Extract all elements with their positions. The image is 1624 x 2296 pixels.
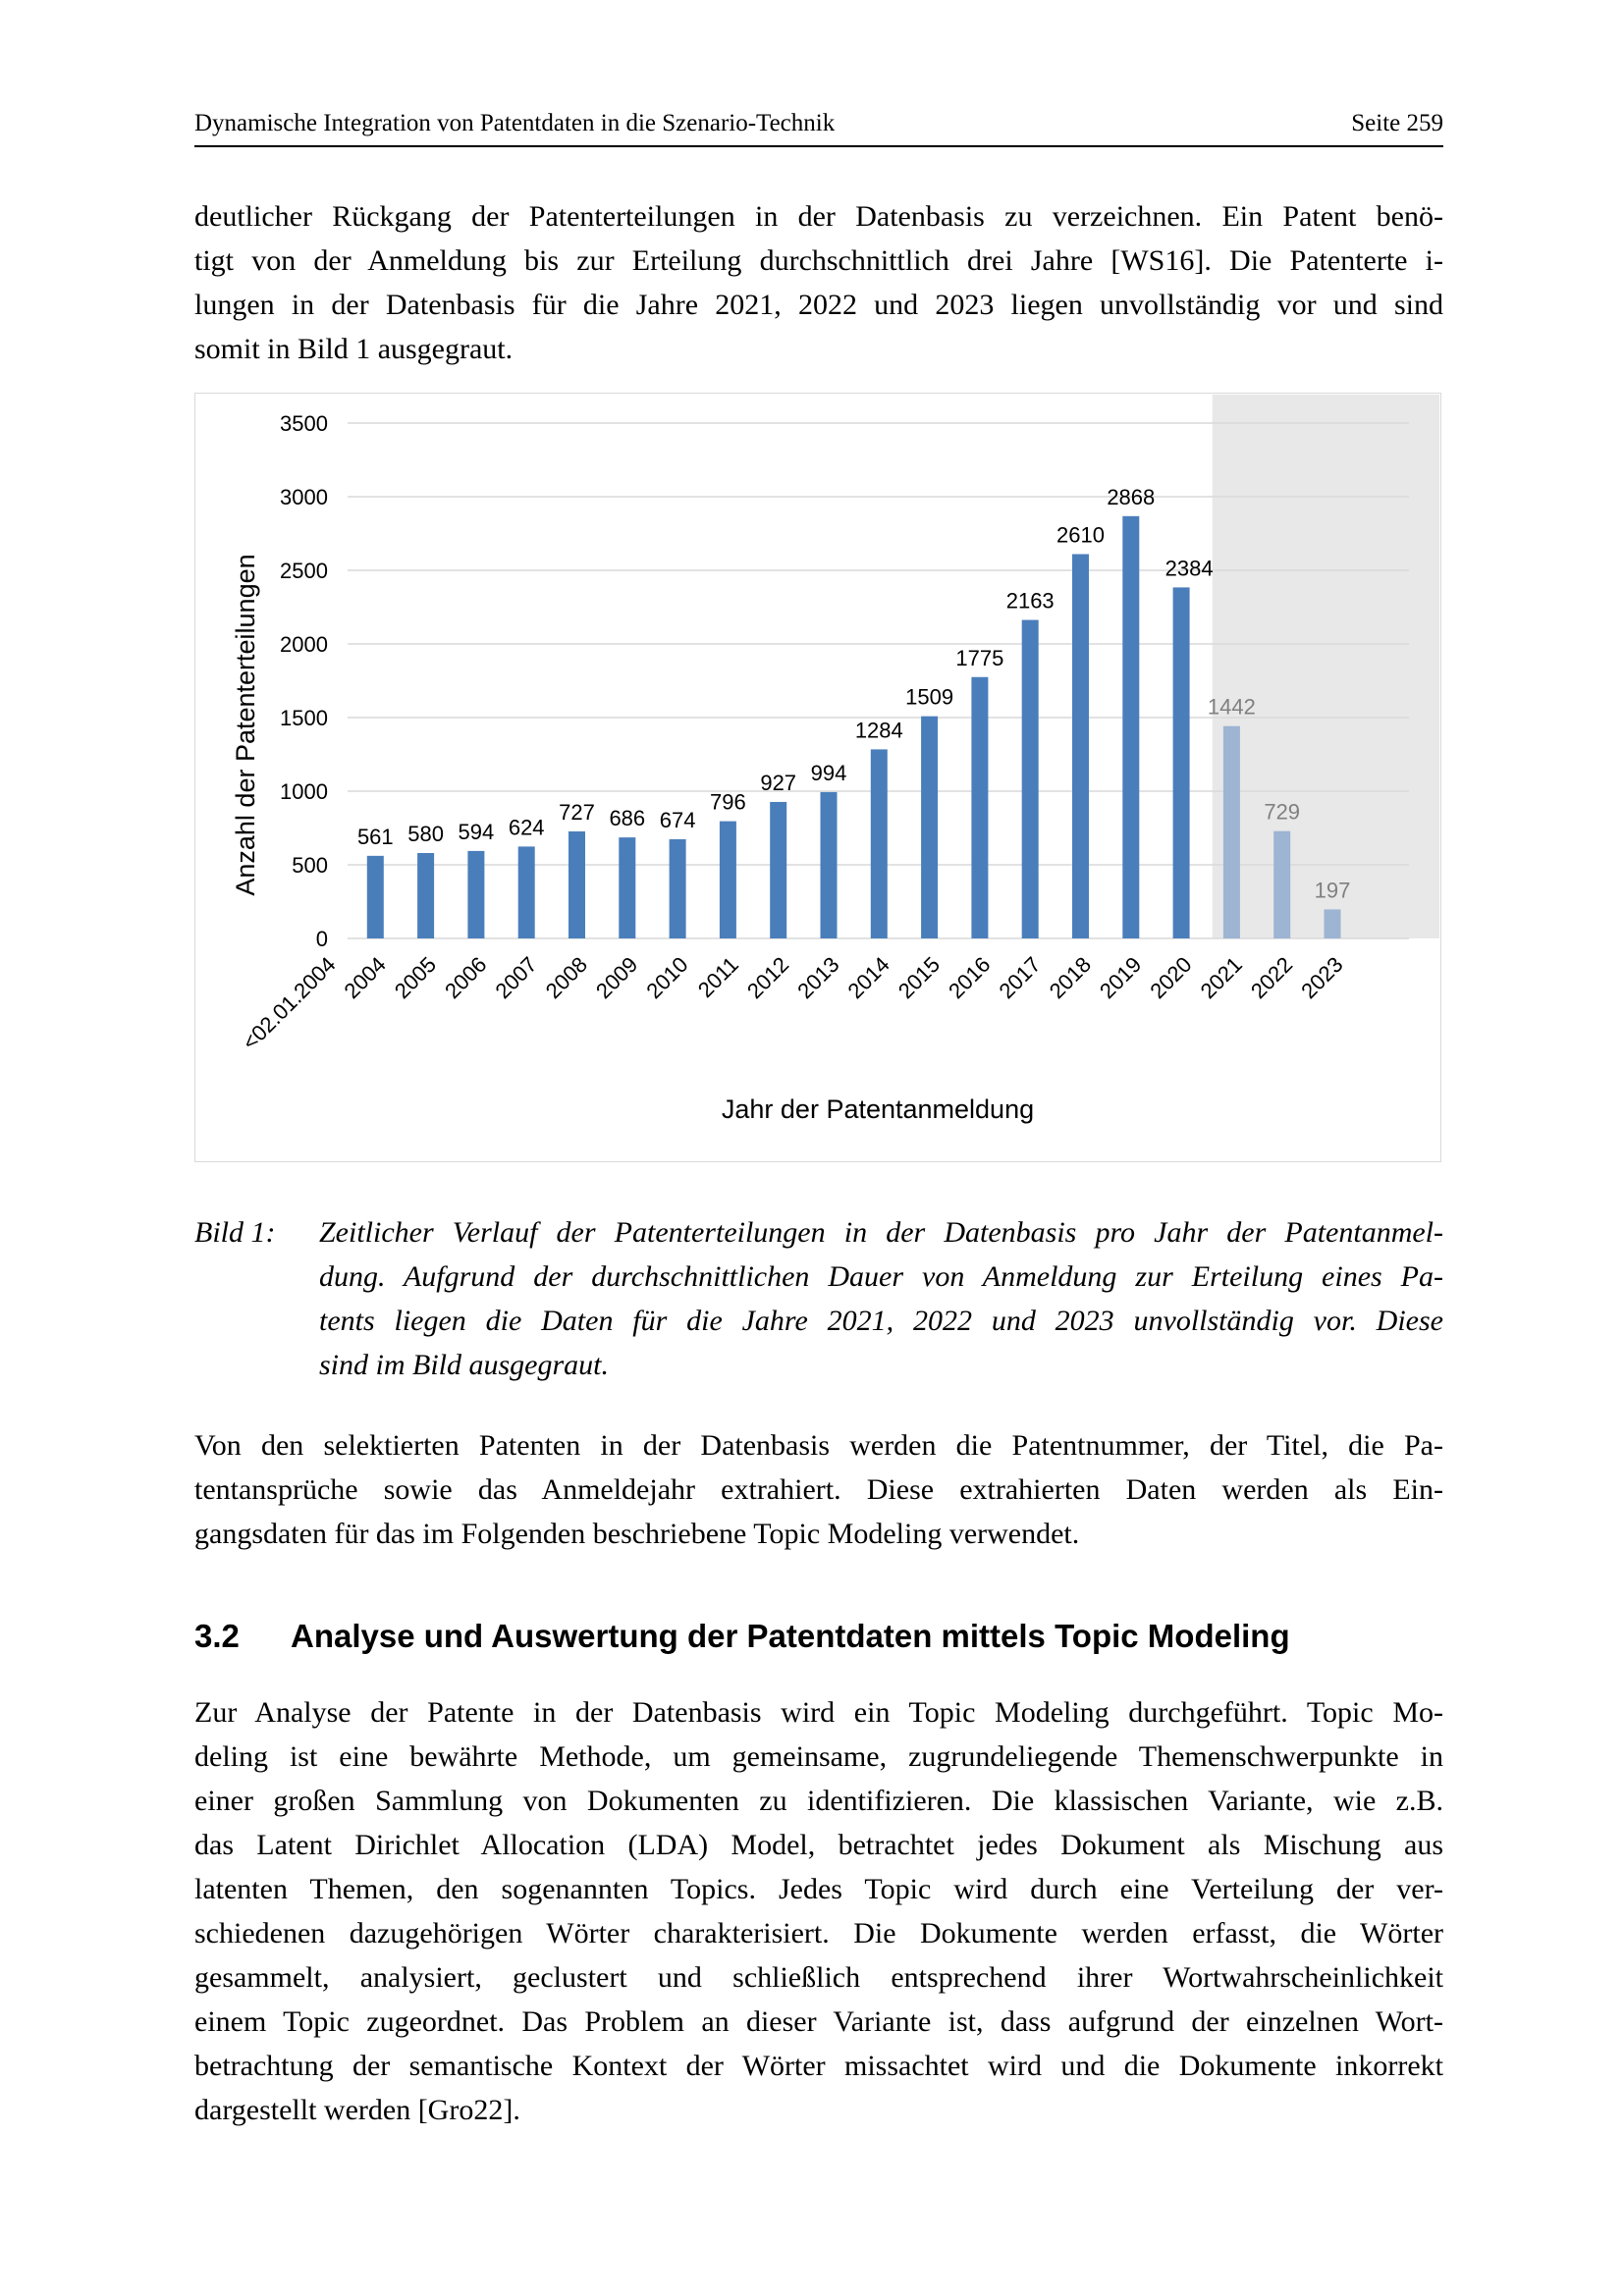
x-tick-label: 2015 bbox=[893, 951, 946, 1004]
bar bbox=[1273, 831, 1290, 938]
text-line: deling ist eine bewährte Methode, um gemeinsame, zugrundeliegende Themenschwerpunkte in bbox=[194, 1740, 1443, 1773]
x-tick-label: 2019 bbox=[1095, 951, 1147, 1004]
bar bbox=[1122, 516, 1139, 938]
bar bbox=[971, 677, 988, 938]
bar bbox=[1325, 909, 1341, 938]
data-label: 727 bbox=[559, 799, 595, 825]
x-tick-label: 2004 bbox=[339, 951, 391, 1004]
data-label: 197 bbox=[1314, 878, 1351, 903]
data-label: 674 bbox=[659, 807, 696, 832]
bar bbox=[1072, 555, 1089, 939]
bar bbox=[770, 802, 786, 938]
x-tick-label: 2007 bbox=[490, 951, 542, 1004]
data-label: 2610 bbox=[1056, 522, 1105, 548]
data-label: 1509 bbox=[905, 684, 954, 710]
text-line: latenten Themen, den sogenannten Topics. Jedes Topic wird durch eine Verteilung der ver- bbox=[194, 1873, 1443, 1905]
text-line: Zur Analyse der Patente in der Datenbasis wird ein Topic Modeling durchgeführt. Topic Mo- bbox=[194, 1696, 1443, 1729]
text-line: Von den selektierten Patenten in der Datenbasis werden die Patentnummer, der Titel, die Pa- bbox=[194, 1429, 1443, 1462]
y-tick-label: 2000 bbox=[280, 632, 328, 657]
data-label: 686 bbox=[609, 806, 646, 831]
x-tick-label: 2017 bbox=[994, 951, 1046, 1004]
data-label: 1442 bbox=[1207, 694, 1256, 720]
x-tick-label: 2022 bbox=[1245, 951, 1298, 1004]
text-line: einem Topic zugeordnet. Das Problem an dieser Variante ist, dass aufgrund der einzelnen Wort- bbox=[194, 2005, 1443, 2038]
text-line: betrachtung der semantische Kontext der Wörter missachtet wird und die Dokumente inkorrekt bbox=[194, 2050, 1443, 2082]
x-tick-label: 2011 bbox=[692, 951, 743, 1002]
caption-line: dung. Aufgrund der durchschnittlichen Dauer von Anmeldung zur Erteilung eines Pa- bbox=[319, 1260, 1443, 1293]
bar bbox=[518, 846, 535, 938]
y-tick-label: 500 bbox=[292, 853, 328, 878]
text-line: deutlicher Rückgang der Patenterteilungen in der Datenbasis zu verzeichnen. Ein Patent benö- bbox=[194, 200, 1443, 233]
bar bbox=[1022, 620, 1039, 938]
data-label: 2163 bbox=[1005, 588, 1055, 614]
text-line: gesammelt, analysiert, geclustert und schließlich entsprechend ihrer Wortwahrscheinlichkeit bbox=[194, 1961, 1443, 1994]
text-line: schiedenen dazugehörigen Wörter charakterisiert. Die Dokumente werden erfasst, die Wörter bbox=[194, 1917, 1443, 1949]
x-tick-label: 2006 bbox=[440, 951, 492, 1004]
x-tick-label: <02.01.2004 bbox=[237, 951, 341, 1055]
bar bbox=[467, 851, 484, 938]
caption-text bbox=[319, 1210, 1443, 1387]
bar bbox=[871, 749, 888, 938]
section-title: Analyse und Auswertung der Patentdaten mittels Topic Modeling bbox=[291, 1618, 1290, 1654]
text-line: gangsdaten für das im Folgenden beschriebene Topic Modeling verwendet. bbox=[194, 1518, 1080, 1550]
data-label: 2868 bbox=[1107, 484, 1156, 509]
text-line: das Latent Dirichlet Allocation (LDA) Model, betrachtet jedes Dokument als Mischung aus bbox=[194, 1829, 1443, 1861]
y-tick-label: 1500 bbox=[280, 706, 328, 730]
caption-label: Bild 1: bbox=[194, 1216, 276, 1249]
y-axis-title: Anzahl der Patenterteilungen bbox=[231, 554, 260, 896]
x-tick-label: 2012 bbox=[741, 951, 794, 1004]
y-tick-label: 3500 bbox=[280, 411, 328, 436]
bar bbox=[619, 837, 635, 938]
bar bbox=[367, 856, 384, 938]
text-line: lungen in der Datenbasis für die Jahre 2021, 2022 und 2023 liegen unvollständig vor und sind bbox=[194, 289, 1443, 321]
figure-chart bbox=[194, 393, 1441, 1162]
data-label: 580 bbox=[407, 822, 444, 846]
paragraph-extraction bbox=[194, 1423, 1443, 1556]
bar bbox=[1223, 726, 1240, 938]
x-tick-label: 2020 bbox=[1145, 951, 1197, 1004]
text-line: somit in Bild 1 ausgegraut. bbox=[194, 333, 514, 365]
data-label: 624 bbox=[508, 815, 545, 840]
bar bbox=[720, 822, 736, 938]
header-title: Dynamische Integration von Patentdaten in die Szenario-Technik bbox=[194, 110, 836, 136]
caption-line: sind im Bild ausgegraut. bbox=[319, 1349, 610, 1381]
data-label: 927 bbox=[760, 770, 797, 795]
bar bbox=[568, 831, 585, 938]
text-line: tigt von der Anmeldung bis zur Erteilung durchschnittlich drei Jahre [WS16]. Die Patenterte i- bbox=[194, 244, 1443, 277]
x-tick-label: 2016 bbox=[944, 951, 996, 1004]
text-line: dargestellt werden [Gro22]. bbox=[194, 2094, 520, 2126]
data-label: 1775 bbox=[955, 645, 1004, 670]
x-tick-label: 2013 bbox=[792, 951, 844, 1004]
x-tick-label: 2023 bbox=[1296, 951, 1348, 1004]
bar-chart bbox=[195, 394, 1440, 1161]
text-line: einer großen Sammlung von Dokumenten zu identifizieren. Die klassischen Variante, wie z.B. bbox=[194, 1785, 1443, 1817]
y-tick-label: 1000 bbox=[280, 779, 328, 804]
data-label: 1284 bbox=[854, 718, 903, 743]
y-tick-label: 3000 bbox=[280, 485, 328, 509]
paragraph-intro bbox=[194, 194, 1443, 371]
bar bbox=[1173, 587, 1190, 938]
running-header bbox=[194, 110, 1443, 147]
data-label: 561 bbox=[356, 824, 394, 849]
x-axis-title: Jahr der Patentanmeldung bbox=[721, 1095, 1035, 1124]
x-tick-label: 2010 bbox=[641, 951, 693, 1004]
x-tick-label: 2014 bbox=[842, 951, 894, 1004]
data-label: 729 bbox=[1264, 799, 1301, 825]
y-tick-label: 0 bbox=[315, 927, 328, 951]
section-number: 3.2 bbox=[194, 1618, 240, 1654]
data-label: 594 bbox=[458, 819, 495, 844]
x-tick-label: 2018 bbox=[1044, 951, 1097, 1004]
bar bbox=[821, 792, 838, 938]
paragraph-topic-modeling bbox=[194, 1690, 1443, 2132]
caption-line: Zeitlicher Verlauf der Patenterteilungen in der Datenbasis pro Jahr der Patentanmel- bbox=[319, 1216, 1443, 1249]
data-label: 994 bbox=[810, 760, 847, 785]
bar bbox=[921, 717, 938, 938]
y-tick-label: 2500 bbox=[280, 559, 328, 583]
x-tick-label: 2005 bbox=[389, 951, 442, 1004]
bar bbox=[670, 839, 686, 938]
data-label: 2384 bbox=[1164, 556, 1214, 581]
text-line: tentansprüche sowie das Anmeldejahr extrahiert. Diese extrahierten Daten werden als Ein- bbox=[194, 1473, 1443, 1506]
x-tick-label: 2021 bbox=[1195, 951, 1247, 1004]
caption-line: tents liegen die Daten für die Jahre 2021, 2022 und 2023 unvollständig vor. Diese bbox=[319, 1305, 1443, 1337]
header-page-number: Seite 259 bbox=[1351, 110, 1443, 136]
x-tick-label: 2008 bbox=[540, 951, 593, 1004]
bar bbox=[417, 853, 434, 938]
data-label: 796 bbox=[710, 789, 746, 815]
incomplete-data-shade bbox=[1213, 395, 1439, 938]
x-tick-label: 2009 bbox=[591, 951, 643, 1004]
